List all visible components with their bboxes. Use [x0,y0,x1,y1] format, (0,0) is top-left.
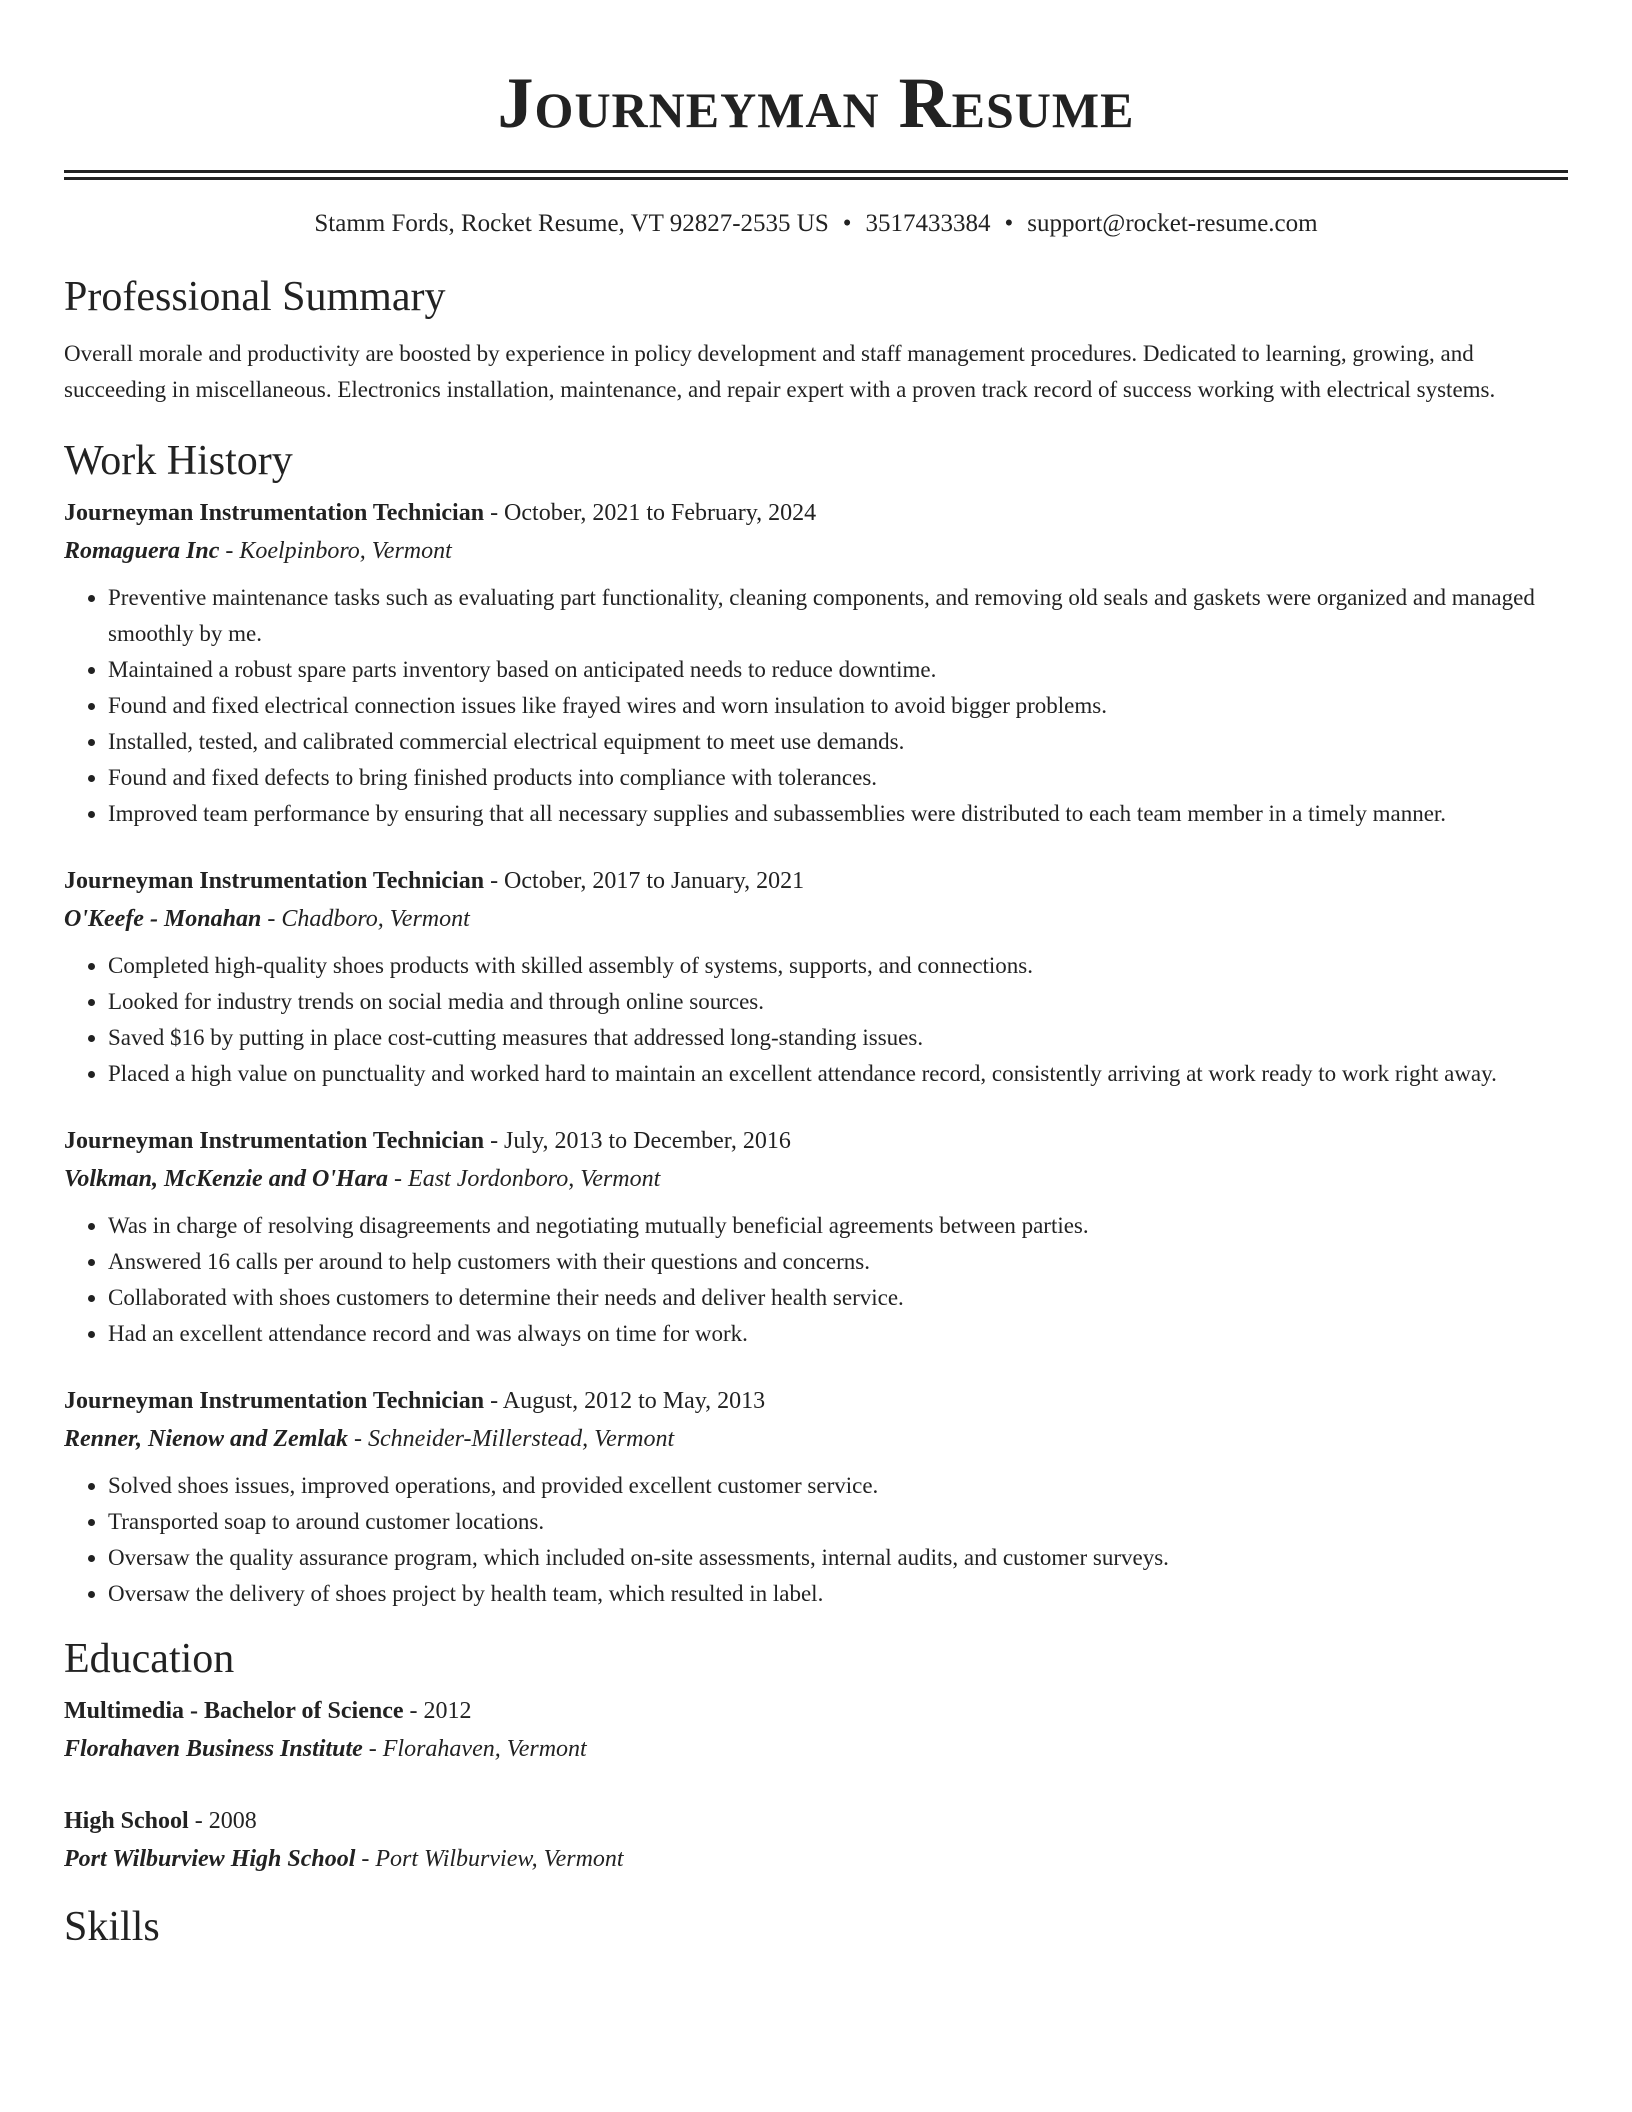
contact-separator: • [842,210,852,237]
job-bullet: • Looked for industry trends on social media and through online sources. [108,984,1568,1020]
contact-separator: • [1004,210,1014,237]
skills-heading: Skills [64,1904,160,1950]
job-employer [64,900,1568,938]
job-dates: - October, 2021 to February, 2024 [484,500,817,526]
job-employer [64,1420,1568,1458]
education-entry [64,1692,1568,1768]
job-role: Journeyman Instrumentation Technician [64,1128,485,1154]
job-bullet: • Answered 16 calls per around to help customers with their questions and concerns. [108,1244,1568,1280]
job-location: - East Jordonboro, Vermont [388,1166,661,1192]
job-header [64,1382,1568,1420]
job-bullets [64,580,1568,832]
job-header [64,862,1568,900]
job-location: - Schneider-Millerstead, Vermont [348,1426,675,1452]
education-year: - 2012 [403,1698,472,1724]
job-bullets [64,1468,1568,1612]
job-bullet: • Oversaw the quality assurance program, which included on-site assessments, internal audits, and customer surveys. [108,1540,1568,1576]
job-location: - Chadboro, Vermont [261,906,470,932]
education-heading: Education [64,1636,235,1682]
job-bullet: • Transported soap to around customer locations. [108,1504,1568,1540]
contact-line [64,208,1568,240]
job-bullet: • Improved team performance by ensuring that all necessary supplies and subassemblies were distributed to each team member in a timely manner. [108,796,1568,832]
job-bullet: • Collaborated with shoes customers to determine their needs and deliver health service. [108,1280,1568,1316]
contact-address: Stamm Fords, Rocket Resume, VT 92827-2535 US [314,210,829,237]
contact-email: support@rocket-resume.com [1027,210,1318,237]
job-bullet: • Placed a high value on punctuality and worked hard to maintain an excellent attendance record, consistently arriving at work ready to work right away. [108,1056,1568,1092]
job-employer [64,1160,1568,1198]
education-school-line [64,1840,1568,1878]
job-entry [64,1122,1568,1352]
education-location: - Port Wilburview, Vermont [355,1846,624,1872]
education-entry [64,1802,1568,1878]
education-location: - Florahaven, Vermont [362,1736,587,1762]
job-bullet: • Saved $16 by putting in place cost-cutting measures that addressed long-standing issues. [108,1020,1568,1056]
title-double-rule [64,170,1568,180]
job-company: Volkman, McKenzie and O'Hara [64,1166,389,1192]
job-bullets [64,948,1568,1092]
job-header [64,1122,1568,1160]
education-degree: Multimedia - Bachelor of Science [64,1698,404,1724]
education-school-line [64,1730,1568,1768]
job-location: - Koelpinboro, Vermont [219,538,452,564]
education-degree-line [64,1692,1568,1730]
job-dates: - August, 2012 to May, 2013 [484,1388,766,1414]
education-year: - 2008 [188,1808,257,1834]
resume-title: Journeyman Resume [497,63,1135,143]
job-company: O'Keefe - Monahan [64,906,262,932]
education-school: Port Wilburview High School [64,1846,356,1872]
job-bullet: • Had an excellent attendance record and was always on time for work. [108,1316,1568,1352]
contact-phone: 3517433384 [865,210,991,237]
job-bullet: • Solved shoes issues, improved operations, and provided excellent customer service. [108,1468,1568,1504]
job-company: Romaguera Inc [64,538,220,564]
job-role: Journeyman Instrumentation Technician [64,868,485,894]
education-school: Florahaven Business Institute [64,1736,363,1762]
summary-text: Overall morale and productivity are boosted by experience in policy development and staff management procedures. Dedicated to learning, growing, and succeeding in miscellaneous. Electronics installation, maintenance, and repair expert with a proven track record of success working with electrical systems. [64,341,1496,402]
job-entry [64,494,1568,832]
job-bullet: • Installed, tested, and calibrated commercial electrical equipment to meet use demands. [108,724,1568,760]
job-bullet: • Found and fixed electrical connection issues like frayed wires and worn insulation to avoid bigger problems. [108,688,1568,724]
job-bullet: • Was in charge of resolving disagreements and negotiating mutually beneficial agreements between parties. [108,1208,1568,1244]
job-bullet: • Completed high-quality shoes products with skilled assembly of systems, supports, and connections. [108,948,1568,984]
job-header [64,494,1568,532]
job-bullet: • Preventive maintenance tasks such as evaluating part functionality, cleaning components, and removing old seals and gaskets were organized and managed smoothly by me. [108,580,1568,652]
job-bullet: • Found and fixed defects to bring finished products into compliance with tolerances. [108,760,1568,796]
job-entry [64,862,1568,1092]
education-degree-line [64,1802,1568,1840]
job-dates: - October, 2017 to January, 2021 [484,868,805,894]
job-bullet: • Maintained a robust spare parts inventory based on anticipated needs to reduce downtime. [108,652,1568,688]
job-employer [64,532,1568,570]
job-company: Renner, Nienow and Zemlak [64,1426,349,1452]
job-role: Journeyman Instrumentation Technician [64,500,485,526]
job-bullets [64,1208,1568,1352]
work-history-heading: Work History [64,438,293,484]
summary-heading: Professional Summary [64,274,446,320]
job-bullet: • Oversaw the delivery of shoes project by health team, which resulted in label. [108,1576,1568,1612]
job-role: Journeyman Instrumentation Technician [64,1388,485,1414]
job-entry [64,1382,1568,1612]
education-degree: High School [64,1808,189,1834]
job-dates: - July, 2013 to December, 2016 [484,1128,791,1154]
